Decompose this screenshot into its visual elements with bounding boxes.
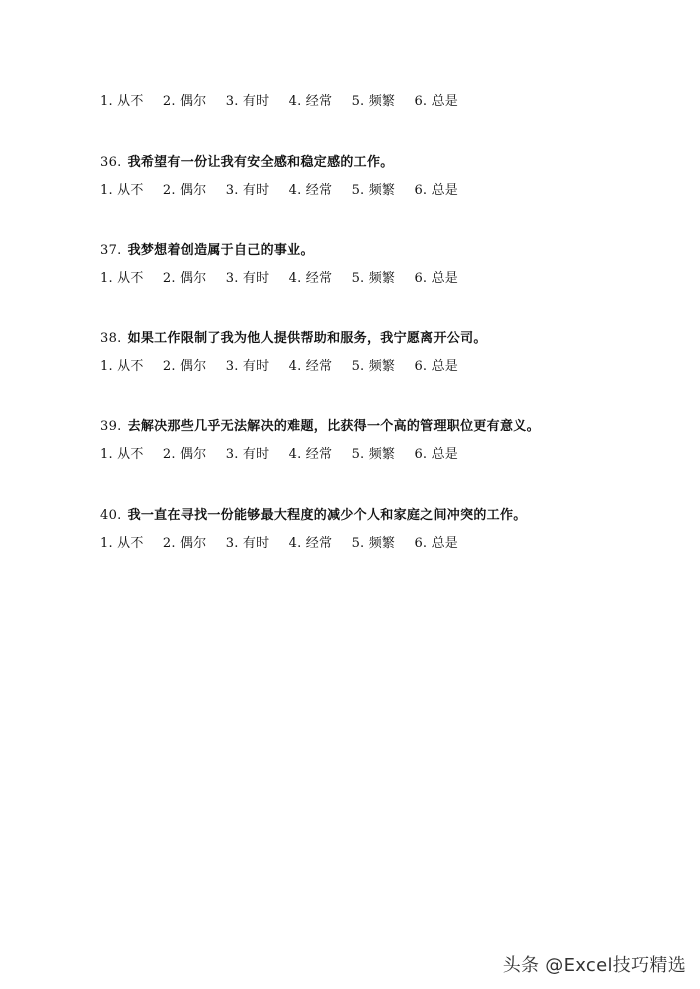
option-5: 5. 频繁 (351, 183, 396, 198)
option-3: 3. 有时 (225, 447, 270, 462)
option-5: 5. 频繁 (351, 536, 396, 551)
option-3: 3. 有时 (225, 536, 270, 551)
question-number: 40. (100, 508, 122, 523)
option-6: 6. 总是 (414, 94, 458, 109)
answer-options-q39 (100, 446, 473, 464)
question-40 (100, 507, 527, 525)
option-1: 1. 从不 (100, 359, 144, 374)
option-6: 6. 总是 (414, 447, 458, 462)
option-1: 1. 从不 (100, 271, 144, 286)
option-3: 3. 有时 (225, 94, 270, 109)
option-4: 4. 经常 (288, 447, 333, 462)
option-2: 2. 偶尔 (162, 271, 207, 286)
answer-options-q37 (100, 270, 473, 288)
option-4: 4. 经常 (288, 271, 333, 286)
question-text: 我梦想着创造属于自己的事业。 (127, 243, 314, 258)
option-5: 5. 频繁 (351, 94, 396, 109)
option-3: 3. 有时 (225, 359, 270, 374)
option-2: 2. 偶尔 (162, 536, 207, 551)
option-4: 4. 经常 (288, 183, 333, 198)
question-38 (100, 330, 487, 348)
option-4: 4. 经常 (288, 359, 333, 374)
option-6: 6. 总是 (414, 536, 458, 551)
answer-options-q35 (100, 93, 473, 111)
option-6: 6. 总是 (414, 359, 458, 374)
option-5: 5. 频繁 (351, 359, 396, 374)
question-number: 36. (100, 155, 122, 170)
option-2: 2. 偶尔 (162, 359, 207, 374)
watermark: 头条 @Excel技巧精选 (502, 955, 686, 976)
option-1: 1. 从不 (100, 447, 144, 462)
option-6: 6. 总是 (414, 183, 458, 198)
question-37 (100, 242, 314, 260)
question-text: 去解决那些几乎无法解决的难题，比获得一个高的管理职位更有意义。 (127, 419, 540, 434)
question-number: 38. (100, 331, 122, 346)
option-5: 5. 频繁 (351, 447, 396, 462)
question-number: 39. (100, 419, 122, 434)
answer-options-q36 (100, 182, 473, 200)
question-36 (100, 154, 394, 172)
question-text: 如果工作限制了我为他人提供帮助和服务，我宁愿离开公司。 (127, 331, 487, 346)
question-number: 37. (100, 243, 122, 258)
option-1: 1. 从不 (100, 183, 144, 198)
question-text: 我希望有一份让我有安全感和稳定感的工作。 (127, 155, 394, 170)
answer-options-q38 (100, 358, 473, 376)
option-5: 5. 频繁 (351, 271, 396, 286)
option-1: 1. 从不 (100, 536, 144, 551)
option-3: 3. 有时 (225, 271, 270, 286)
option-2: 2. 偶尔 (162, 94, 207, 109)
option-3: 3. 有时 (225, 183, 270, 198)
answer-options-q40 (100, 535, 473, 553)
option-2: 2. 偶尔 (162, 183, 207, 198)
question-text: 我一直在寻找一份能够最大程度的减少个人和家庭之间冲突的工作。 (127, 508, 527, 523)
option-6: 6. 总是 (414, 271, 458, 286)
option-1: 1. 从不 (100, 94, 144, 109)
option-4: 4. 经常 (288, 536, 333, 551)
question-39 (100, 418, 540, 436)
option-4: 4. 经常 (288, 94, 333, 109)
option-2: 2. 偶尔 (162, 447, 207, 462)
